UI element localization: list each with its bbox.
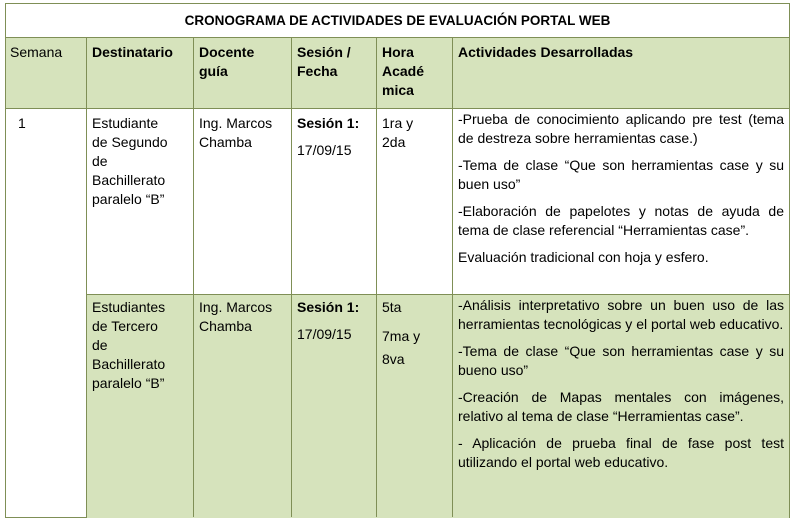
row-1-actividades: -Prueba de conocimiento aplicando pre test (tema de destreza sobre herramientas case.) -Tema de clase “Que son herramientas case y su buen uso” -Elaboración de papelotes y notas de ayuda de tema de clase referencial “Herramientas case”. Evaluación tradicional con hoja y esfero. [458,111,784,265]
header-actividades: Actividades Desarrolladas [458,44,634,60]
column-divider [291,38,292,517]
table-title: CRONOGRAMA DE ACTIVIDADES DE EVALUACIÓN PORTAL WEB [6,4,789,38]
header-hora: Hora Acadé mica [382,44,425,98]
week-number: 1 [18,115,26,131]
row-1-hora: 1ra y 2da [382,115,414,150]
row-2-docente: Ing. Marcos Chamba [199,299,273,334]
row-2-hora: 5ta 7ma y 8va [382,299,421,367]
row-2-destinatario: Estudiantes de Tercero de Bachillerato paralelo “B” [92,299,166,391]
header-sesion: Sesión / Fecha [297,44,351,79]
column-divider [193,38,194,517]
row-1-destinatario: Estudiante de Segundo de Bachillerato paralelo “B” [92,115,168,207]
header-destinatario: Destinatario [92,44,173,60]
column-divider [86,38,87,517]
row-1-sesion: Sesión 1: 17/09/15 [297,115,360,158]
column-divider [452,38,453,517]
column-divider [376,38,377,517]
row-1-docente: Ing. Marcos Chamba [199,115,273,150]
header-semana: Semana [10,44,63,60]
schedule-table [5,3,790,518]
row-2-actividades: -Análisis interpretativo sobre un buen uso de las herramientas tecnológicas y el portal web educativo. -Tema de clase “Que son herramientas case y su bueno uso” -Creación de Mapas mentales con imágenes, relativo al tema de clase “Herramientas case”. - Aplicación de prueba final de fase post test utilizando el portal web educativo. [458,297,784,470]
row-2-sesion: Sesión 1: 17/09/15 [297,299,360,342]
header-docente: Docente guía [199,44,255,79]
